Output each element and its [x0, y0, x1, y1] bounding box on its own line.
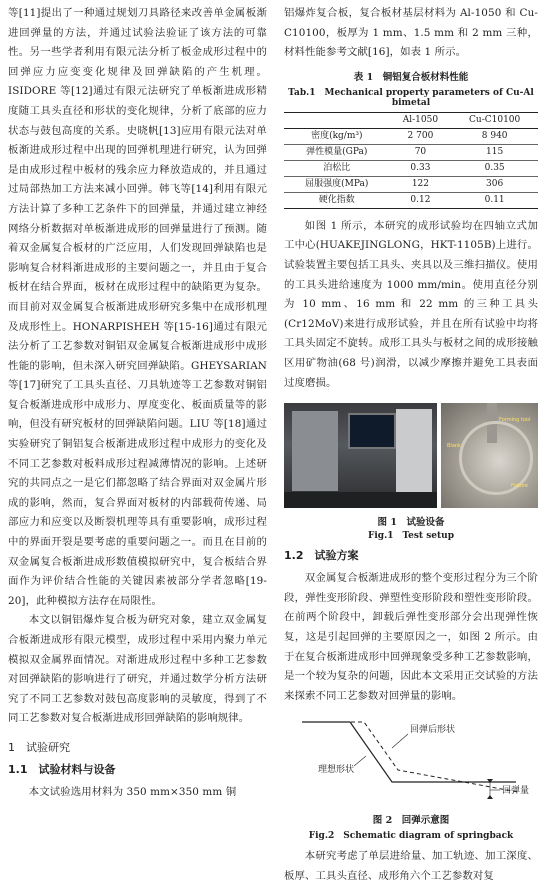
- objective-paragraph: 本文以铜铝爆炸复合板为研究对象，建立双金属复合板渐进成形有限元模型，成形过程中采用内聚力单元模拟双金属界面情况。对渐进成形过程中多种工艺参数对回弹缺陷的影响进行了研究，并通过数学分析方法研究了不同工艺参数对鼓包高度影响的灵敏度，得到了不同工艺参数对复合板渐进成形回弹缺陷的影响规律。: [8, 614, 267, 725]
- table-1-title-cn: 表 1 铜铝复合板材料性能: [353, 71, 469, 83]
- table-cell: 0.12: [390, 192, 452, 208]
- table-cell: 306: [451, 176, 538, 192]
- table-row: [284, 144, 538, 160]
- table-cell: 115: [451, 144, 538, 160]
- table-cell: 泊松比: [284, 160, 390, 176]
- table-header-cell: [284, 112, 390, 128]
- table-cell: 硬化指数: [284, 192, 390, 208]
- forming-tool-label: Forming tool: [499, 417, 531, 424]
- section-1-2-heading: 1.2 试验方案: [284, 549, 359, 563]
- ideal-shape-label: 理想形状: [318, 765, 355, 776]
- machine-base: [284, 492, 437, 508]
- table-cell: 2 700: [390, 128, 452, 144]
- materials-paragraph: 本文试验选用材料为 350 mm×350 mm 铜: [28, 785, 237, 798]
- section-1-heading: 1 试验研究: [8, 740, 70, 754]
- parameters-paragraph: 本研究考虑了单层进给量、加工轨迹、加工深度、板厚、工具头直径、成形角六个工艺参数对复: [284, 850, 538, 882]
- blank-label: Blank: [447, 443, 461, 450]
- table-row: [284, 160, 538, 176]
- table-row: [284, 176, 538, 192]
- equipment-paragraph: 如图 1 所示，本研究的成形试验均在四轴立式加工中心(HUAKEJINGLONG，HKT-1105B)上进行。试验装置主要包括工具头、夹具以及三维扫描仪。使用的工具头进给速度为 1000 mm/min。使用直径分别为 10 mm、16 mm 和 22 mm 的三种工具头(Cr12MoV)来进行成形试验，并且在所有试验中均将工具头固定不旋转。成形工具头与板材之间的成形接触区用矿物油(68 号)润滑，以减少摩擦并避免工具表面过度磨损。: [284, 219, 538, 389]
- machine-door: [396, 409, 432, 501]
- material-property-table: [284, 112, 538, 209]
- figure-2-title-en: Fig.2 Schematic diagram of springback: [308, 831, 514, 842]
- springback-diagram-svg: [284, 708, 538, 808]
- table-cell: 密度(kg/m³): [284, 128, 390, 144]
- section-1-1-heading: 1.1 试验材料与设备: [8, 762, 116, 776]
- table-cell: 0.35: [451, 160, 538, 176]
- scheme-paragraph: 双金属复合板渐进成形的整个变形过程分为三个阶段，弹性变形阶段、弹塑性变形阶段和塑性变形阶段。在前两个阶段中，卸载后弹性变形部分会出现弹性恢复，这是引起回弹的主要原因之一，如图 2 所示。由于在复合板渐进成形中回弹现象受多种工艺参数影响，是一个较为复杂的问题，因此本文采用正交试验的方法来探索不同工艺参数对回弹量的影响。: [284, 572, 538, 702]
- table-cell: 122: [390, 176, 452, 192]
- amount-arrow-bottom: [487, 795, 493, 799]
- springback-amount-label: 回弹量: [502, 786, 530, 797]
- table-1-title-en: Tab.1 Mechanical property parameters of Cu-Al bimetal: [288, 87, 534, 108]
- right-column: [284, 4, 538, 886]
- figure-1-photos: [284, 403, 538, 508]
- table-row: [284, 192, 538, 208]
- table-cell: 弹性模量(GPa): [284, 144, 390, 160]
- figure-1-title-cn: 图 1 试验设备: [377, 517, 445, 529]
- springback-diagram: [284, 708, 538, 826]
- machine-panel: [292, 411, 338, 491]
- materials-continued-paragraph: 铝爆炸复合板，复合板材基层材料为 Al-1050 和 Cu-C10100，板厚为 1 mm、1.5 mm 和 2 mm 三种，材料性能参考文献[16]，如表 1 所示。: [284, 7, 538, 59]
- table-cell: 屈服强度(MPa): [284, 176, 390, 192]
- table-row: [284, 128, 538, 144]
- table-cell: 8 940: [451, 128, 538, 144]
- leader-line-ideal: [354, 756, 366, 766]
- figure-1-title-en: Fig.1 Test setup: [367, 531, 455, 542]
- after-springback-label: 回弹后形状: [410, 725, 456, 736]
- control-screen: [348, 413, 396, 449]
- table-cell: 0.33: [390, 160, 452, 176]
- fixture-label: Fixture: [511, 483, 529, 490]
- leader-line-after: [392, 734, 408, 748]
- intro-paragraph: 等[11]提出了一种通过规划刀具路径来改善单金属板渐进回弹量的方法，并通过试验法验证了该方法的可靠性。另一些学者利用有限元法分析了板金成形过程中的回弹应力应变变化规律及回弹缺陷的产生机理。ISIDORE 等[12]通过有限元法研究了单板渐进成形精度随工具头直径和形状的变化规律，分析了底部的应力状态与鼓包高度的关系。史晓帆[13]应用有限元法对单板渐进成形过程中出现的回弹机理进行研究，认为回弹是由成形过程中板材的残余应力释放造成的，并且通过过局部热加工方法来减小回弹。韩飞等[14]利用有限元方法计算了多种工艺条件下的回弹量，并通过建立神经网络分析数据对单板渐进成形的回弹量进行了预测。随着双金属复合板材的广泛应用，人们发现回弹缺陷也是影响复合材料渐进成形的主要问题之一，并且由于复合板材在结合界面，板材在成形过程中的缺陷更为复杂。而目前对双金属复合板渐进成形研究多集中在成形机理及成形性上。HONARPISHEH 等[15-16]通过有限元法分析了工艺参数对铜铝双金属复合板渐进成形中成形性能的影响，但未深入研究回弹缺陷。GHEYSARIAN 等[17]研究了工具头直径、刀具轨迹等工艺参数对铜铝复合板渐进成形中成形力、厚度变化、板面质量等的影响，但没有研究板材的回弹缺陷问题。LIU 等[18]通过实验研究了铜铝复合板渐进成形过程中成形力的变化及不同工艺参数对板料成形过程减薄情况的影响。上述研究的共同点之一是它们都忽略了结合界面对双金属片形成的影响，然而，复合界面对板材的内部载荷传递、局部应力和应变以及断裂机理等具有重要影响，成形过程中的界面开裂是要考虑的重要问题之一。而且在目前的双金属复合板渐进成形数值模拟研究中，复合板结合界面作为评价结合性能的关键因素被部分学者忽略[19-20]，此种模拟方法存在局限性。: [8, 7, 267, 607]
- figure-2-title-cn: 图 2 回弹示意图: [372, 815, 450, 827]
- table-header-cell: Al-1050: [390, 112, 452, 128]
- table-cell: 0.11: [451, 192, 538, 208]
- table-cell: 70: [390, 144, 452, 160]
- forming-tool-photo: [441, 403, 538, 508]
- table-header-cell: Cu-C10100: [451, 112, 538, 128]
- left-column: [8, 4, 267, 803]
- machining-center-photo: [284, 403, 437, 508]
